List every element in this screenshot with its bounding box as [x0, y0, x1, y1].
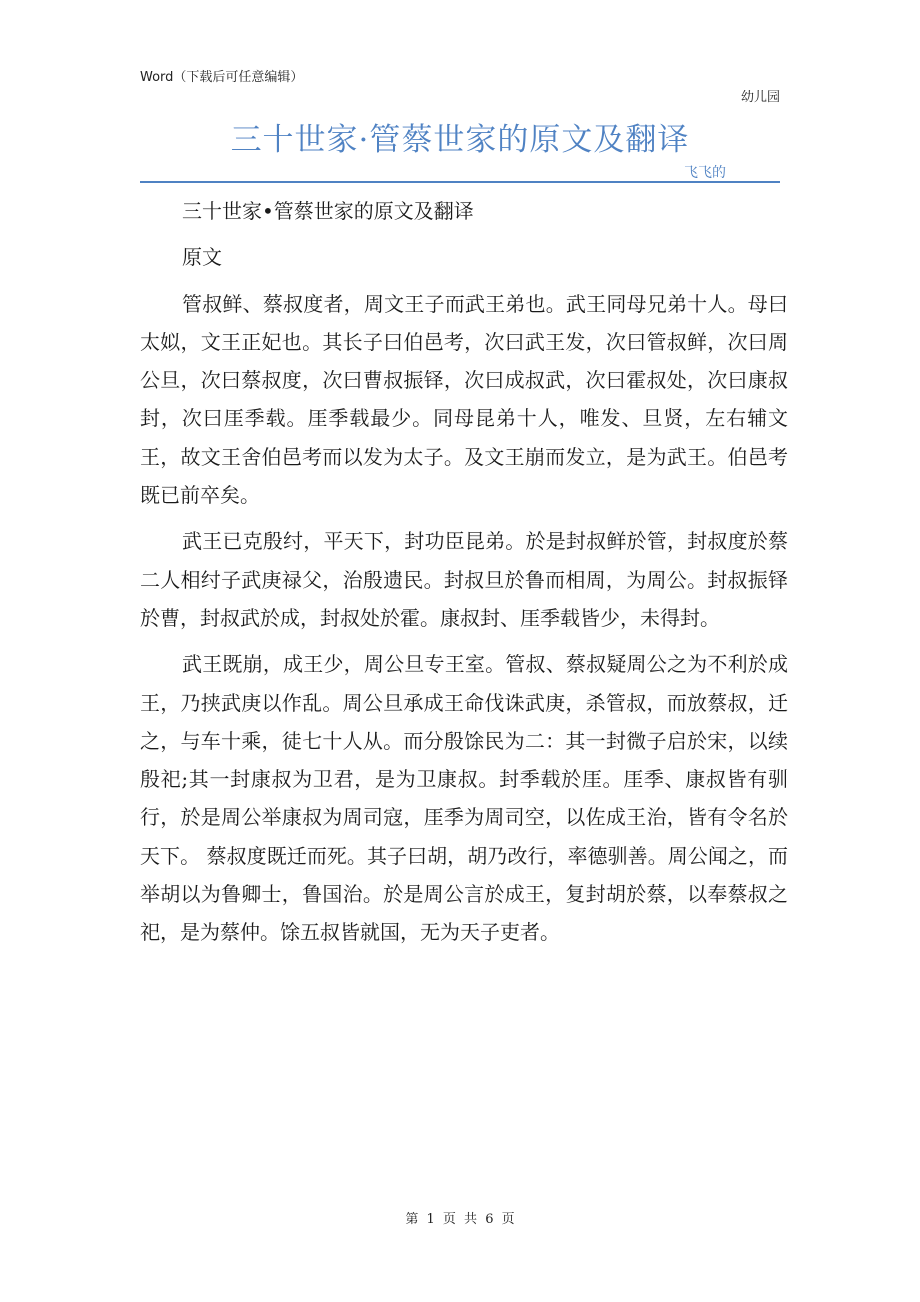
title-divider: [140, 181, 780, 183]
document-body: [140, 192, 788, 960]
header-note: Word（下载后可任意编辑）: [140, 70, 304, 85]
body-paragraph: 武王既崩，成王少，周公旦专王室。管叔、蔡叔疑周公之为不利於成王，乃挟武庚以作乱。周公旦承成王命伐诛武庚，杀管叔，而放蔡叔，迁之，与车十乘，徒七十人从。而分殷馀民为二：其一封微子启於宋，以续殷祀;其一封康叔为卫君，是为卫康叔。封季载於厓。厓季、康叔皆有驯行，於是周公举康叔为周司寇，厓季为周司空，以佐成王治，皆有令名於天下。 蔡叔度既迁而死。其子曰胡，胡乃改行，率德驯善。周公闻之，而举胡以为鲁卿士，鲁国治。於是周公言於成王，复封胡於蔡，以奉蔡叔之祀，是为蔡仲。馀五叔皆就国，无为天子吏者。: [140, 652, 788, 945]
section-heading-original: 原文: [182, 245, 222, 270]
page-footer: 第 1 页 共 6 页: [405, 1212, 515, 1227]
body-paragraph: 管叔鲜、蔡叔度者，周文王子而武王弟也。武王同母兄弟十人。母曰太姒，文王正妃也。其长子曰伯邑考，次曰武王发，次曰管叔鲜，次曰周公旦，次曰蔡叔度，次曰曹叔振铎，次曰成叔武，次曰霍叔处，次曰康叔封，次曰厓季载。厓季载最少。同母昆弟十人，唯发、旦贤，左右辅文王，故文王舍伯邑考而以发为太子。及文王崩而发立，是为武王。伯邑考既已前卒矣。: [140, 291, 788, 508]
header-category-label: 幼儿园: [740, 90, 780, 105]
body-paragraph: 武王已克殷纣，平天下，封功臣昆弟。於是封叔鲜於管，封叔度於蔡 二人相纣子武庚禄父，治殷遗民。封叔旦於鲁而相周，为周公。封叔振铎於曹，封叔武於成，封叔处於霍。康叔封、厓季载皆少，未得封。: [140, 529, 788, 630]
subtitle-paragraph: 三十世家•管蔡世家的原文及翻译: [182, 199, 474, 223]
author-name: 飞飞的: [684, 165, 726, 181]
document-title: 三十世家·管蔡世家的原文及翻译: [230, 122, 690, 158]
